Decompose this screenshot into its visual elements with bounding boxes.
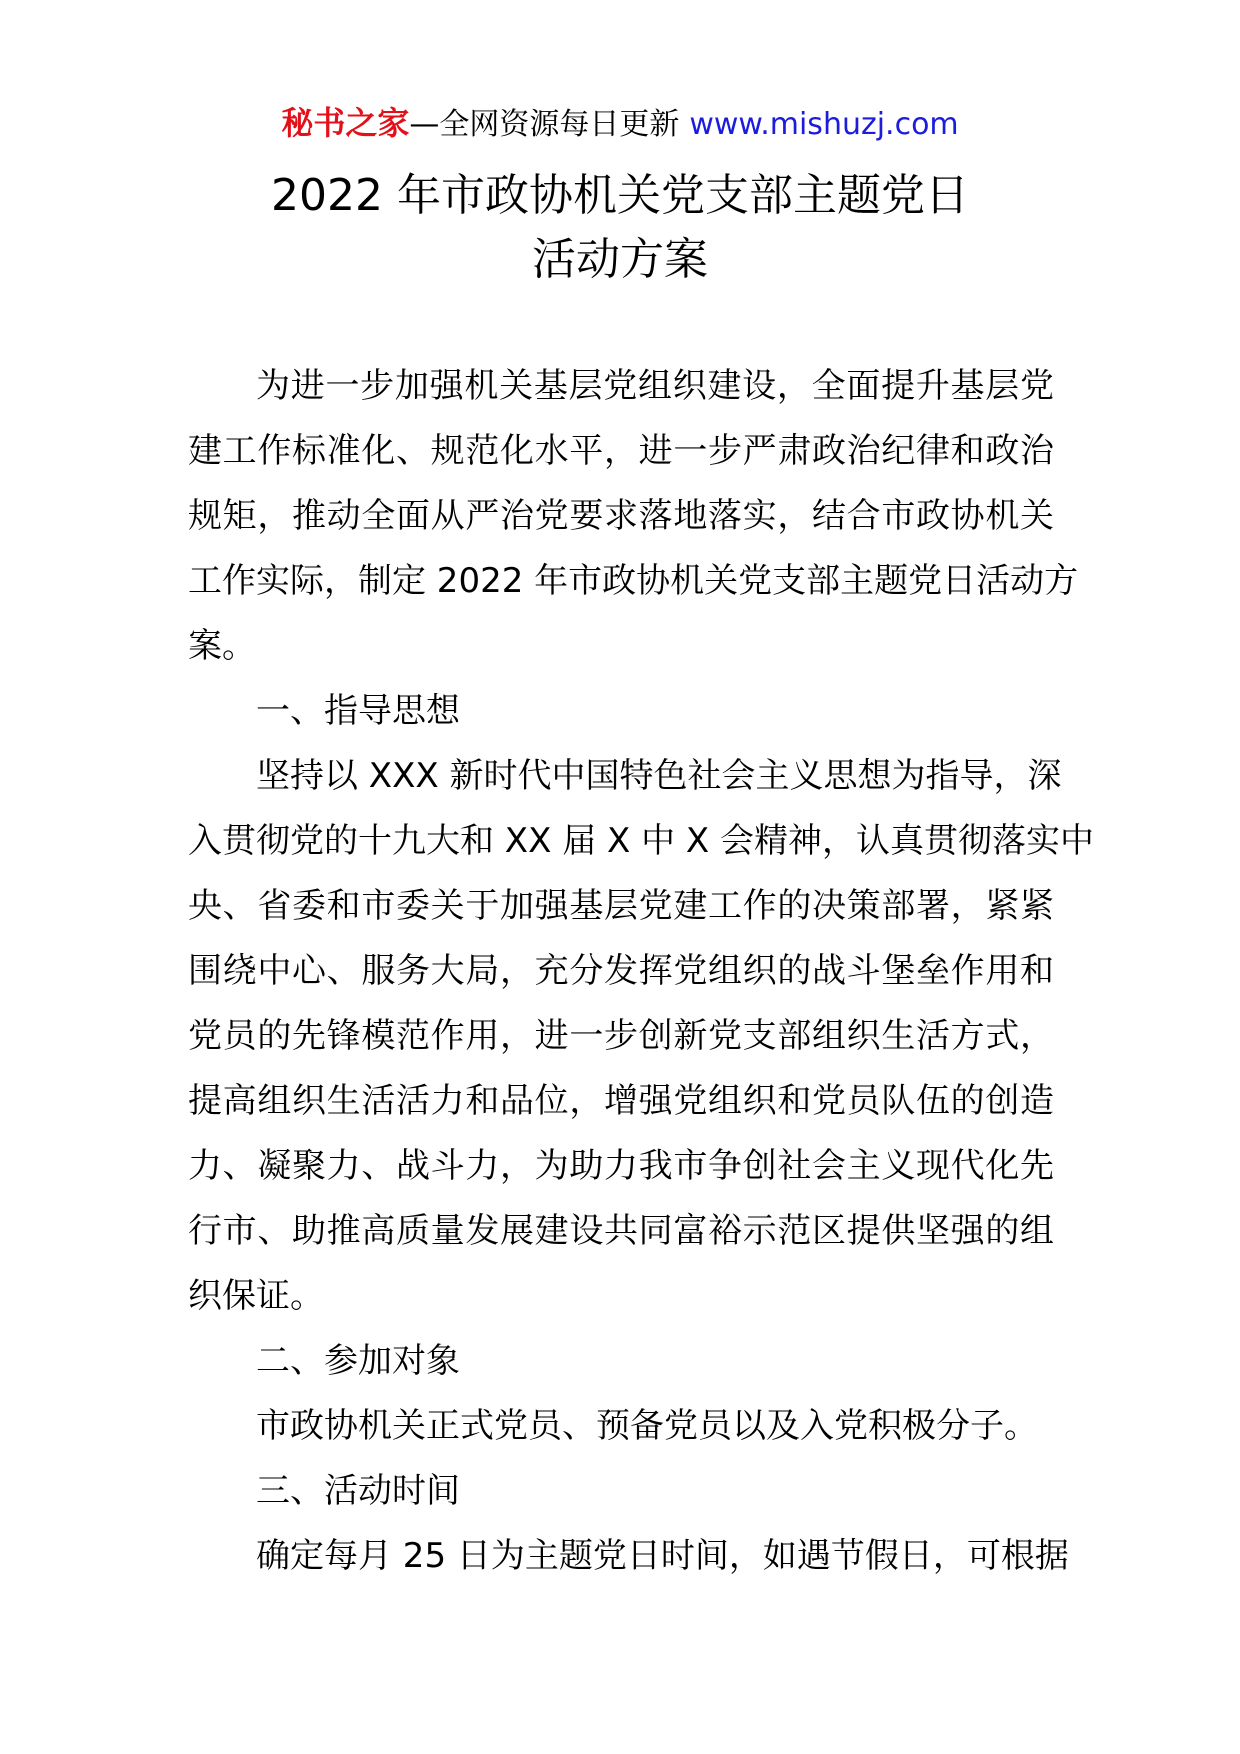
text-line: 规矩，推动全面从严治党要求落地落实，结合市政协机关 (188, 496, 1054, 536)
section-heading (188, 1459, 1054, 1524)
paragraph (188, 1524, 1069, 1589)
section-heading (188, 1329, 1054, 1394)
text-line: 案。 (188, 626, 256, 666)
text-line: 为进一步加强机关基层党组织建设，全面提升基层党 (256, 366, 1054, 406)
text-line: 工作实际，制定 2022 年市政协机关党支部主题党日活动方 (188, 561, 1079, 601)
text-line: 入贯彻党的十九大和 XX 届 X 中 X 会精神，认真贯彻落实中 (188, 821, 1095, 861)
text-line: 坚持以 XXX 新时代中国特色社会主义思想为指导，深 (256, 756, 1062, 796)
site-url: www.mishuzj.com (689, 107, 959, 142)
text-line: 市政协机关正式党员、预备党员以及入党积极分子。 (256, 1406, 1038, 1446)
text-line: 党员的先锋模范作用，进一步创新党支部组织生活方式， (188, 1016, 1054, 1056)
text-line: 力、凝聚力、战斗力，为助力我市争创社会主义现代化先 (188, 1146, 1054, 1186)
document-body (188, 354, 1095, 1589)
heading-text: 三、活动时间 (256, 1471, 460, 1511)
text-line: 围绕中心、服务大局，充分发挥党组织的战斗堡垒作用和 (188, 951, 1054, 991)
heading-text: 二、参加对象 (256, 1341, 460, 1381)
document-title (0, 164, 1240, 292)
site-tagline: —全网资源每日更新 (409, 107, 680, 142)
text-line: 行市、助推高质量发展建设共同富裕示范区提供坚强的组 (188, 1211, 1054, 1251)
text-line: 确定每月 25 日为主题党日时间，如遇节假日，可根据 (256, 1536, 1069, 1576)
title-line: 2022 年市政协机关党支部主题党日 (271, 170, 969, 221)
paragraph (188, 1394, 1054, 1459)
text-line: 建工作标准化、规范化水平，进一步严肃政治纪律和政治 (188, 431, 1054, 471)
text-line: 织保证。 (188, 1276, 324, 1316)
text-line: 提高组织生活活力和品位，增强党组织和党员队伍的创造 (188, 1081, 1054, 1121)
paragraph (188, 744, 1095, 1329)
site-header (0, 103, 1240, 149)
paragraph (188, 354, 1079, 679)
site-brand: 秘书之家 (281, 104, 410, 142)
heading-text: 一、指导思想 (256, 691, 460, 731)
section-heading (188, 679, 1054, 744)
title-line: 活动方案 (532, 234, 708, 285)
text-line: 央、省委和市委关于加强基层党建工作的决策部署，紧紧 (188, 886, 1054, 926)
